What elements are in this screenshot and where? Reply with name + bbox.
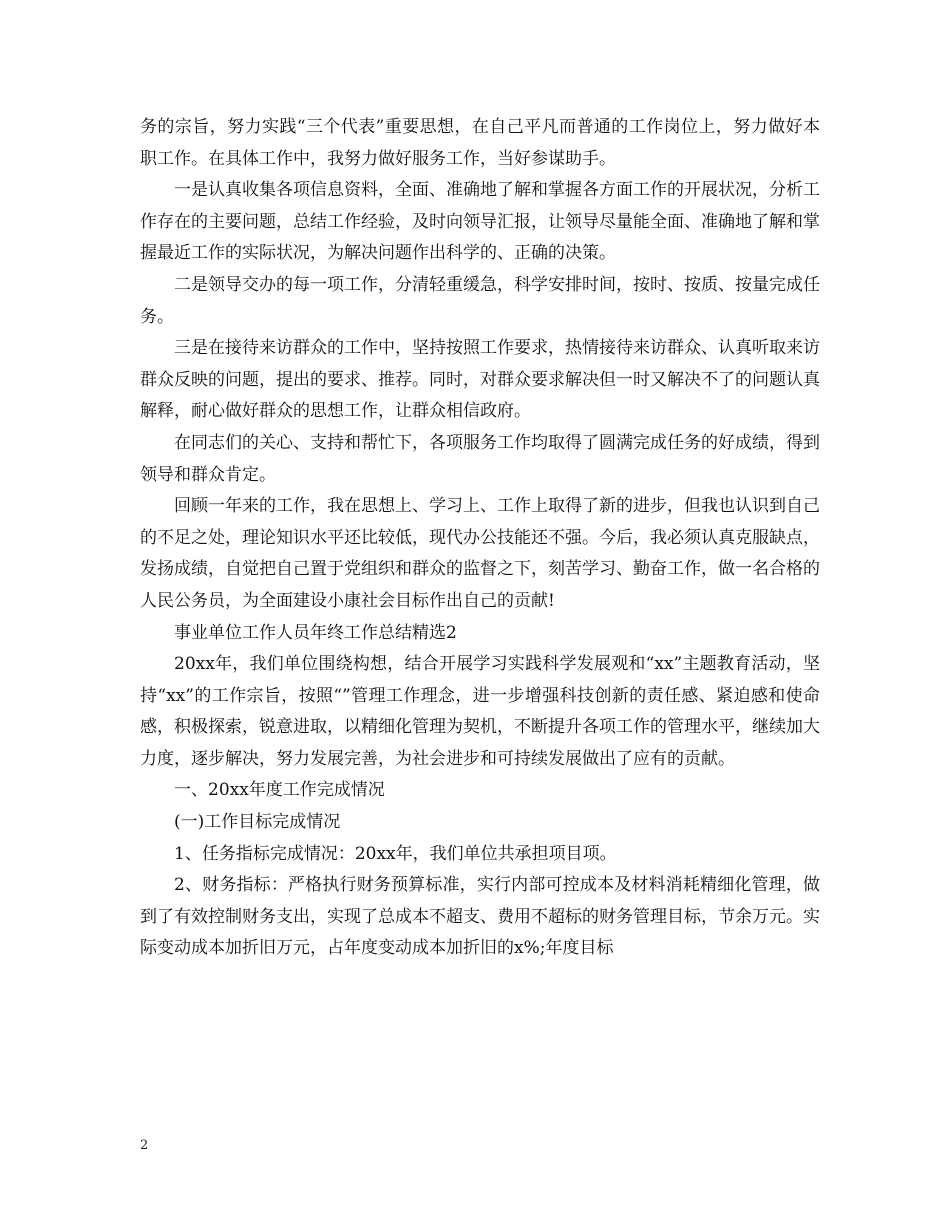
list-item-1: 1、任务指标完成情况：20xx年，我们单位共承担项目项。 <box>174 843 617 864</box>
paragraph-2: 一是认真收集各项信息资料，全面、准确地了解和掌握各方面工作的开展状况，分析工作存在的主要问题，总结工作经验，及时向领导汇报，让领导尽量能全面、准确地了解和掌握最近工作的实际状况，为解决问题作出科学的、正确的决策。 <box>140 180 820 264</box>
paragraph-4: 三是在接待来访群众的工作中，坚持按照工作要求，热情接待来访群众、认真听取来访群众反映的问题，提出的要求、推荐。同时，对群众要求解决但一时又解决不了的问题认真解释，耐心做好群众的思想工作，让群众相信政府。 <box>140 338 820 422</box>
list-item-2: 2、财务指标：严格执行财务预算标准，实行内部可控成本及材料消耗精细化管理，做到了有效控制财务支出，实现了总成本不超支、费用不超标的财务管理目标，节余万元。实际变动成本加折旧万元，占年度变动成本加折旧的x%;年度目标 <box>140 875 820 959</box>
paragraph-3: 二是领导交办的每一项工作，分清轻重缓急，科学安排时间，按时、按质、按量完成任务。 <box>140 274 820 327</box>
paragraph-7: 20xx年，我们单位围绕构想，结合开展学习实践科学发展观和“xx”主题教育活动，坚持“xx”的工作宗旨，按照“”管理工作理念，进一步增强科技创新的责任感、紧迫感和使命感，积极探索，锐意进取，以精细化管理为契机，不断提升各项工作的管理水平，继续加大力度，逐步解决，努力发展完善，为社会进步和可持续发展做出了应有的贡献。 <box>140 654 820 769</box>
paragraph-1: 务的宗旨，努力实践“三个代表”重要思想，在自己平凡而普通的工作岗位上，努力做好本职工作。在具体工作中，我努力做好服务工作，当好参谋助手。 <box>140 117 820 169</box>
page-number: 2 <box>140 1138 149 1153</box>
paragraph-6: 回顾一年来的工作，我在思想上、学习上、工作上取得了新的进步，但我也认识到自己的不足之处，理论知识水平还比较低，现代办公技能还不强。今后，我必须认真克服缺点，发扬成绩，自觉把自己置于党组织和群众的监督之下，刻苦学习、勤奋工作，做一名合格的人民公务员，为全面建设小康社会目标作出自己的贡献! <box>140 496 820 611</box>
heading-2: (一)工作目标完成情况 <box>174 812 341 833</box>
document-body <box>140 112 820 965</box>
paragraph-5: 在同志们的关心、支持和帮忙下，各项服务工作均取得了圆满完成任务的好成绩，得到领导和群众肯定。 <box>140 432 820 485</box>
heading-1: 一、20xx年度工作完成情况 <box>174 780 385 801</box>
section-title: 事业单位工作人员年终工作总结精选2 <box>174 622 457 643</box>
